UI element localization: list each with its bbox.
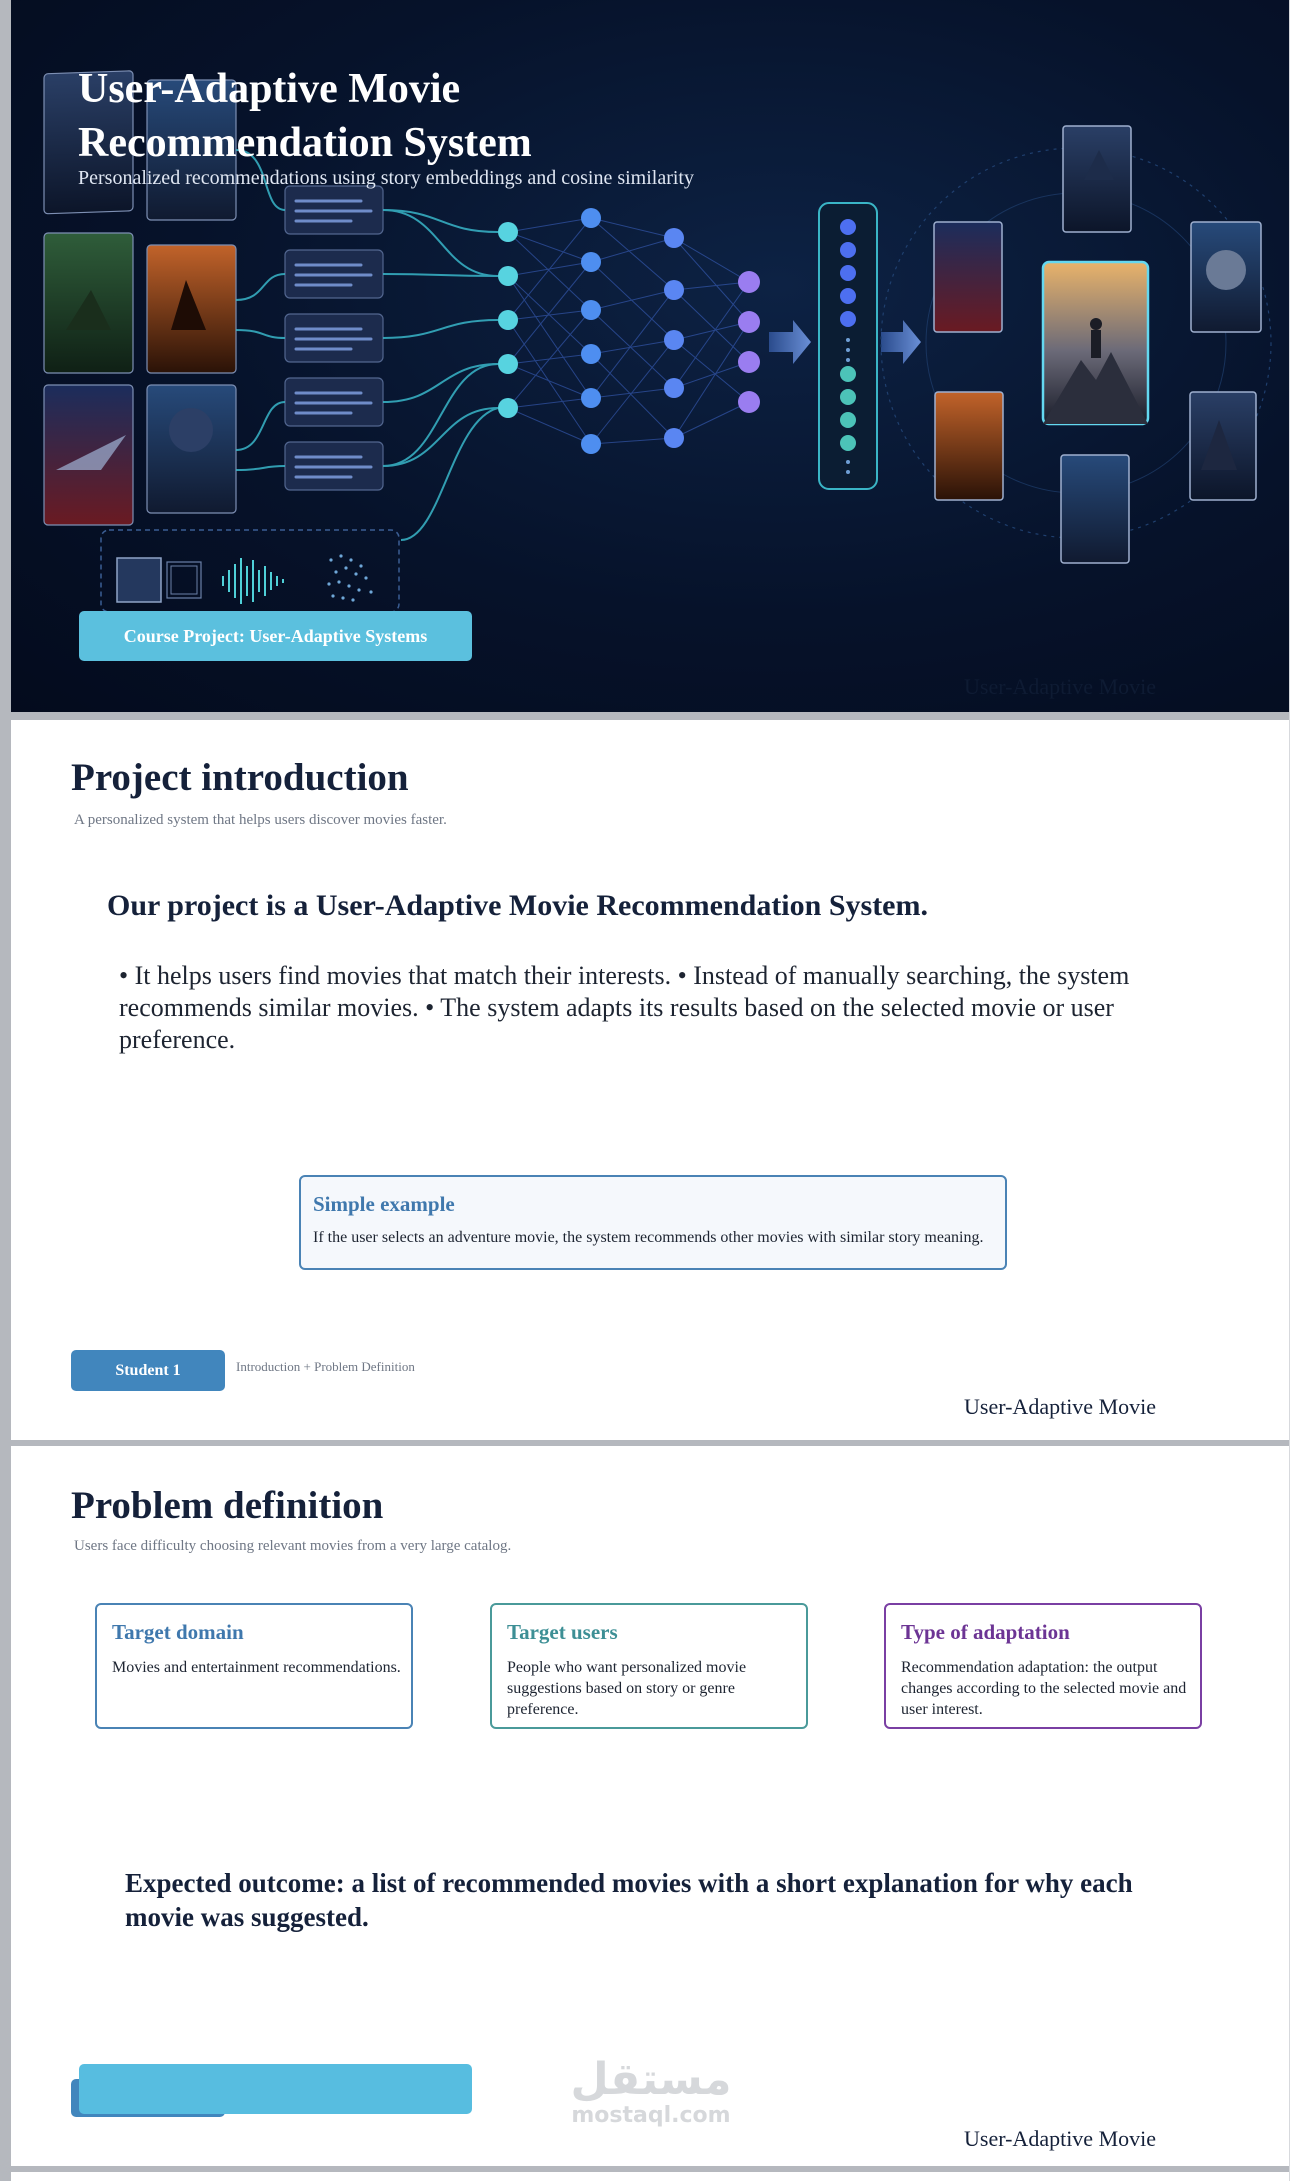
card-text: Recommendation adaptation: the output changes according to the selected movie and user interest.	[901, 1659, 1187, 1718]
slide-subtitle: Users face difficulty choosing relevant movies from a very large catalog.	[74, 1538, 512, 1554]
expected-outcome: Expected outcome: a list of recommended movies with a short explanation for why each movie was suggested.	[125, 1868, 1133, 1932]
slide-problem-definition	[11, 1446, 1289, 2166]
slide-footer: User-Adaptive Movie	[964, 674, 1157, 699]
card-text: Movies and entertainment recommendations.	[112, 1659, 401, 1676]
card-title: Target domain	[112, 1620, 244, 1644]
slide-introduction	[11, 720, 1289, 1440]
example-text: If the user selects an adventure movie, the system recommends other movies with similar story meaning.	[313, 1229, 984, 1246]
recommendation-ring	[881, 126, 1271, 563]
student-badge: Student 1	[71, 1350, 225, 1391]
audio-wave-icon	[223, 558, 283, 604]
watermark-latin: mostaql.com	[571, 2103, 731, 2128]
card-target-users	[490, 1603, 808, 1729]
course-project-badge: Course Project: User-Adaptive Systems	[79, 611, 472, 661]
presentation-subtitle: Personalized recommendations using story embeddings and cosine similarity	[78, 167, 694, 189]
watermark-arabic: مستقل	[570, 2054, 732, 2105]
example-callout	[299, 1175, 1007, 1270]
slide-subtitle: A personalized system that helps users discover movies faster.	[74, 812, 447, 828]
card-title: Target users	[507, 1620, 618, 1644]
slide-divider	[11, 2166, 1289, 2172]
watermark	[566, 2056, 736, 2128]
neural-network-icon	[498, 208, 760, 454]
slide-title: Project introduction	[71, 756, 409, 799]
embedding-vector-icon	[819, 203, 877, 489]
example-title: Simple example	[313, 1192, 455, 1216]
intro-bullets: • It helps users find movies that match their interests. • Instead of manually searching, the system recommends similar movies. • The system adapts its results based on the selected movie or user preference.	[119, 961, 1130, 1054]
card-text: People who want personalized movie suggestions based on story or genre preference.	[507, 1659, 747, 1718]
slide-title	[11, 0, 1289, 712]
card-target-domain	[95, 1603, 413, 1729]
card-title: Type of adaptation	[901, 1620, 1070, 1644]
slide-footer: User-Adaptive Movie	[964, 1394, 1157, 1419]
presentation-title: User-Adaptive Movie Recommendation System	[78, 66, 532, 166]
course-project-badge	[79, 2064, 472, 2114]
student-note: Introduction + Problem Definition	[236, 1359, 415, 1374]
card-adaptation-type	[884, 1603, 1202, 1729]
viewer-left-gutter	[0, 0, 11, 2181]
intro-headline: Our project is a User-Adaptive Movie Recommendation System.	[107, 889, 928, 922]
slide-footer: User-Adaptive Movie	[964, 2126, 1157, 2151]
slide-divider	[11, 712, 1289, 720]
slide-title: Problem definition	[71, 1484, 384, 1527]
